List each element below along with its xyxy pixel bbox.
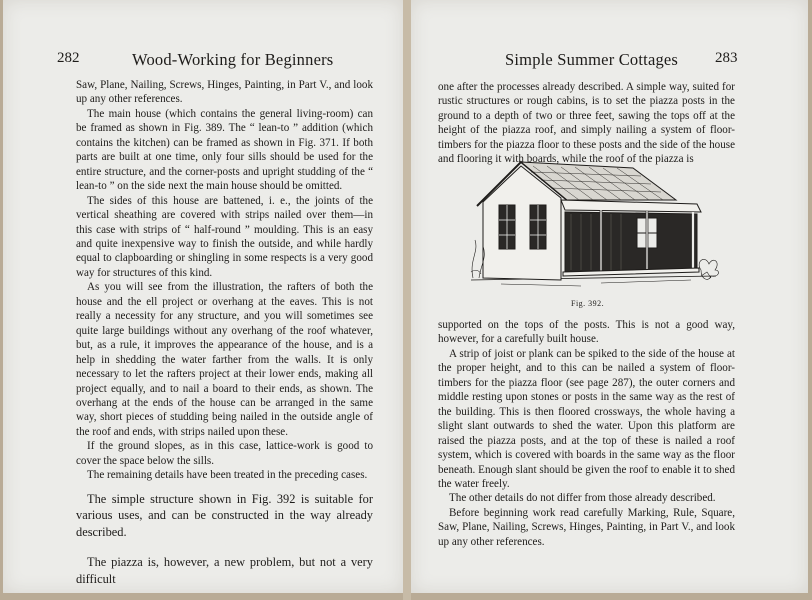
left-page xyxy=(3,0,403,593)
paragraph: A strip of joist or plank can be spiked to the side of the house at the proper height, and to this can be nailed a system of floor-timbers for the piazza floor (see page 287), the outer corners and middle resting upon stones or posts in the same way as the rest of the building. This is then floored crossways, the whole having a slight slant outwards to shed the water. Upon this platform are raised the piazza posts, and at the top of these is nailed a roof system, which is covered with boards in the same way as the floor beneath. Enough slant should be given the roof to enable it to shed the water freely. xyxy=(438,347,735,490)
figure-caption: Fig. 392. xyxy=(571,299,605,308)
right-page-body-top xyxy=(438,80,735,167)
paragraph: The piazza is, however, a new problem, but not a very difficult xyxy=(76,555,373,586)
paragraph: Saw, Plane, Nailing, Screws, Hinges, Painting, in Part V., and look up any other references. xyxy=(76,79,373,106)
right-page xyxy=(411,0,808,593)
paragraph: Before beginning work read carefully Marking, Rule, Square, Saw, Plane, Nailing, Screws, Hinges, Painting, in Part V., and look up any other references. xyxy=(438,506,735,548)
paragraph: If the ground slopes, as in this case, lattice-work is good to cover the space below the sills. xyxy=(76,440,373,467)
running-head: Simple Summer Cottages xyxy=(505,50,679,69)
paragraph: The main house (which contains the general living-room) can be framed as shown in Fig. 389. The “ lean-to ” addition (which contains the kitchen) can be framed as shown in Fig. 371. If both parts are built at one time, only four sills should be used for the entire structure, and the corner-posts and upright studding of the “ lean-to ” on the side next the main house should be omitted. xyxy=(76,107,373,193)
paragraph: The other details do not differ from those already described. xyxy=(449,492,716,505)
paragraph: As you will see from the illustration, the rafters of both the house and the ell project or overhang at the eaves. This is not really a necessity for any structure, and you will sometimes see quite large buildings without any overhang of the roof whatever, but, as a rule, it improves the appearance of the house, and is a help in shedding the water farther from the walls. It is only necessary to let the rafters project at their lower ends, making all project equally, and to nail a board to their ends, as shown. The overhang at the ends of the house can be arranged in the same way, short pieces of studding being nailed in the outside angle of the roof and ends, with strips nailed upon these. xyxy=(76,281,373,438)
paragraph: one after the processes already described. A simple way, suited for rustic structures or rough cabins, is to set the piazza posts in the ground to a depth of two or three feet, sawing the tops off at the height of the piazza roof, and simply nailing a system of floor-timbers for the piazza floor to these posts and the side of the house and flooring it with boards, while the roof of the piazza is xyxy=(438,81,735,166)
book-gutter xyxy=(403,0,411,600)
left-page-body xyxy=(76,78,373,587)
cottage-illustration xyxy=(461,160,731,305)
page-number: 282 xyxy=(57,50,80,66)
paragraph: The simple structure shown in Fig. 392 is suitable for various uses, and can be constructed in the way already described. xyxy=(76,491,373,539)
running-head: Wood-Working for Beginners xyxy=(132,50,334,69)
right-page-body-bottom xyxy=(438,318,735,549)
paragraph: The remaining details have been treated in the preceding cases. xyxy=(87,469,368,482)
page-number: 283 xyxy=(715,50,738,66)
paragraph: supported on the tops of the posts. This is not a good way, however, for a carefully built house. xyxy=(438,319,735,346)
paragraph: The sides of this house are battened, i. e., the joints of the vertical sheathing are covered with strips nailed over them—in this case with strips of “ half-round ” moulding. This is an easy and quite inexpensive way to finish the outside, and while hardly equal to clapboarding or shingling in some respects is a very good way for structures of this kind. xyxy=(76,194,373,279)
